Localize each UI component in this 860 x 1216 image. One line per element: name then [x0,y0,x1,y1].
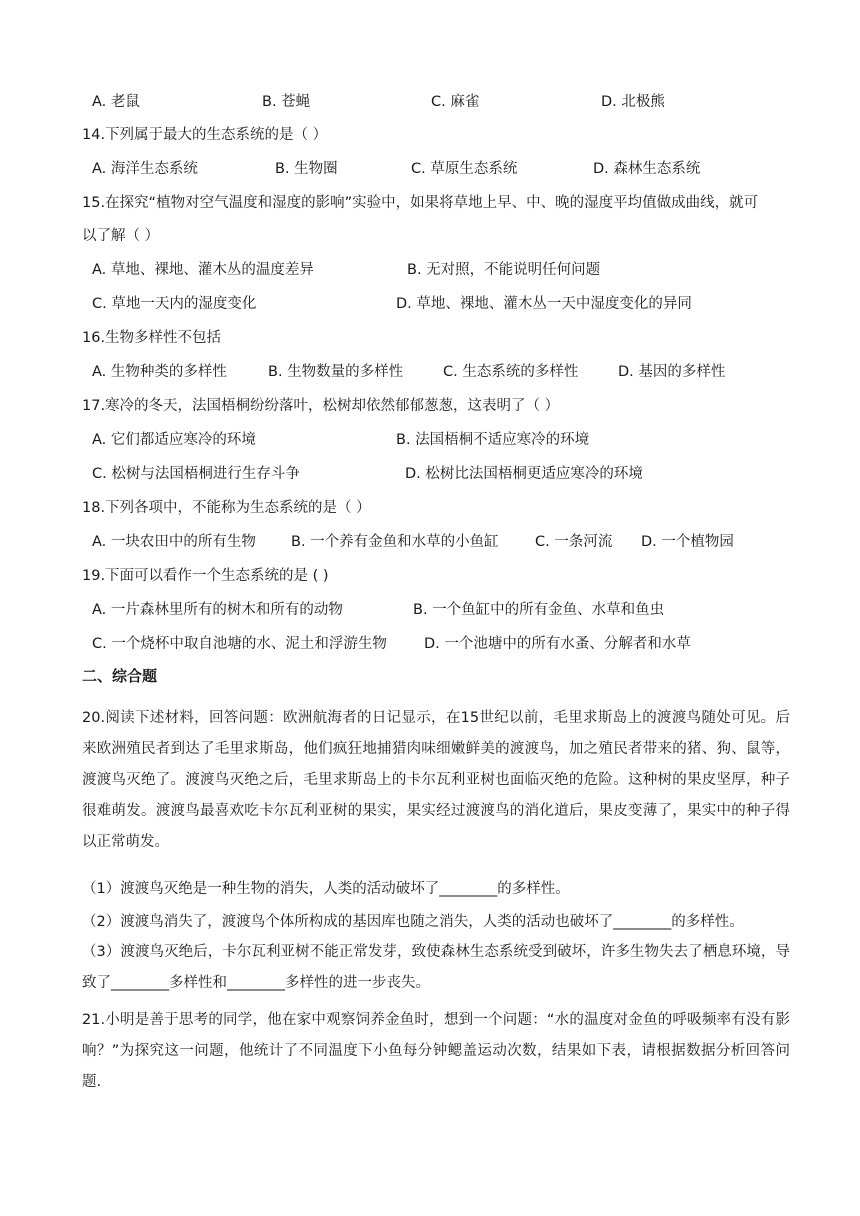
option-d: D. 森林生态系统 [593,161,701,177]
option-c: C. 草地一天内的湿度变化 [92,296,257,312]
option-a: A. 海洋生态系统 [92,161,198,177]
option-b: B. 一个鱼缸中的所有金鱼、水草和鱼虫 [413,602,665,618]
option-b: B. 生物圈 [275,161,338,177]
question-18-stem: 18.下列各项中，不能称为生态系统的是（ ） [82,500,371,516]
option-a: A. 老鼠 [92,94,140,110]
option-a: A. 生物种类的多样性 [92,364,227,380]
question-14-stem: 14.下列属于最大的生态系统的是（ ） [82,127,328,143]
option-c: C. 松树与法国梧桐进行生存斗争 [92,466,300,482]
option-a: A. 它们都适应寒冷的环境 [92,432,256,448]
question-20-stem: 20.阅读下述材料，回答问题：欧洲航海者的日记显示，在15世纪以前，毛里求斯岛上的渡渡鸟随处可见。后来欧洲殖民者到达了毛里求斯岛，他们疯狂地捕猎肉味细嫩鲜美的渡渡鸟，加之殖民者带来的猪、狗、鼠等，渡渡鸟灭绝了。渡渡鸟灭绝之后，毛里求斯岛上的卡尔瓦利亚树也面临灭绝的危险。这种树的果皮坚厚，种子很难萌发。渡渡鸟最喜欢吃卡尔瓦利亚树的果实，果实经过渡渡鸟的消化道后，果皮变薄了，果实中的种子得以正常萌发。 [82,710,790,850]
option-a: A. 一块农田中的所有生物 [92,534,256,550]
option-b: B. 苍蝇 [262,94,311,110]
option-d: D. 基因的多样性 [618,364,726,380]
option-d: D. 草地、裸地、灌木丛一天中湿度变化的异同 [396,296,692,312]
option-b: B. 法国梧桐不适应寒冷的环境 [396,432,590,448]
question-15-stem-line2: 以了解（ ） [82,228,160,244]
question-20-sub1: （1）渡渡鸟灭绝是一种生物的消失，人类的活动破坏了________的多样性。 [82,881,570,897]
option-c: C. 麻雀 [431,94,480,110]
option-d: D. 一个植物园 [641,534,734,550]
option-b: B. 无对照，不能说明任何问题 [407,262,601,278]
option-d: D. 一个池塘中的所有水蚤、分解者和水草 [424,636,691,652]
question-19-stem: 19.下面可以看作一个生态系统的是 ( ) [82,568,329,584]
option-a: A. 草地、裸地、灌木丛的温度差异 [92,262,314,278]
question-15-stem-line1: 15.在探究“植物对空气温度和湿度的影响”实验中，如果将草地上早、中、晚的湿度平均值做成曲线，就可 [82,195,759,211]
option-a: A. 一片森林里所有的树木和所有的动物 [92,602,343,618]
question-21-stem: 21.小明是善于思考的同学，他在家中观察饲养金鱼时，想到一个问题：“水的温度对金鱼的呼吸频率有没有影响？”为探究这一问题，他统计了不同温度下小鱼每分钟鳃盖运动次数，结果如下表，请根据数据分析回答问题. [82,1012,790,1090]
option-b: B. 生物数量的多样性 [268,364,404,380]
option-c: C. 一个烧杯中取自池塘的水、泥土和浮游生物 [92,636,387,652]
question-17-stem: 17.寒冷的冬天，法国梧桐纷纷落叶，松树却依然郁郁葱葱，这表明了（ ） [82,398,560,414]
option-d: D. 松树比法国梧桐更适应寒冷的环境 [405,466,643,482]
question-20-sub2: （2）渡渡鸟消失了，渡渡鸟个体所构成的基因库也随之消失，人类的活动也破坏了________的多样性。 [82,914,744,930]
option-d: D. 北极熊 [601,94,665,110]
section-heading: 二、综合题 [82,667,158,685]
option-c: C. 一条河流 [535,534,613,550]
option-c: C. 生态系统的多样性 [443,364,579,380]
question-16-stem: 16.生物多样性不包括 [82,330,222,346]
option-c: C. 草原生态系统 [411,161,518,177]
option-b: B. 一个养有金鱼和水草的小鱼缸 [291,534,499,550]
question-20-sub3: （3）渡渡鸟灭绝后，卡尔瓦利亚树不能正常发芽，致使森林生态系统受到破坏，许多生物失去了栖息环境，导致了________多样性和________多样性的进一步丧失。 [82,944,790,991]
